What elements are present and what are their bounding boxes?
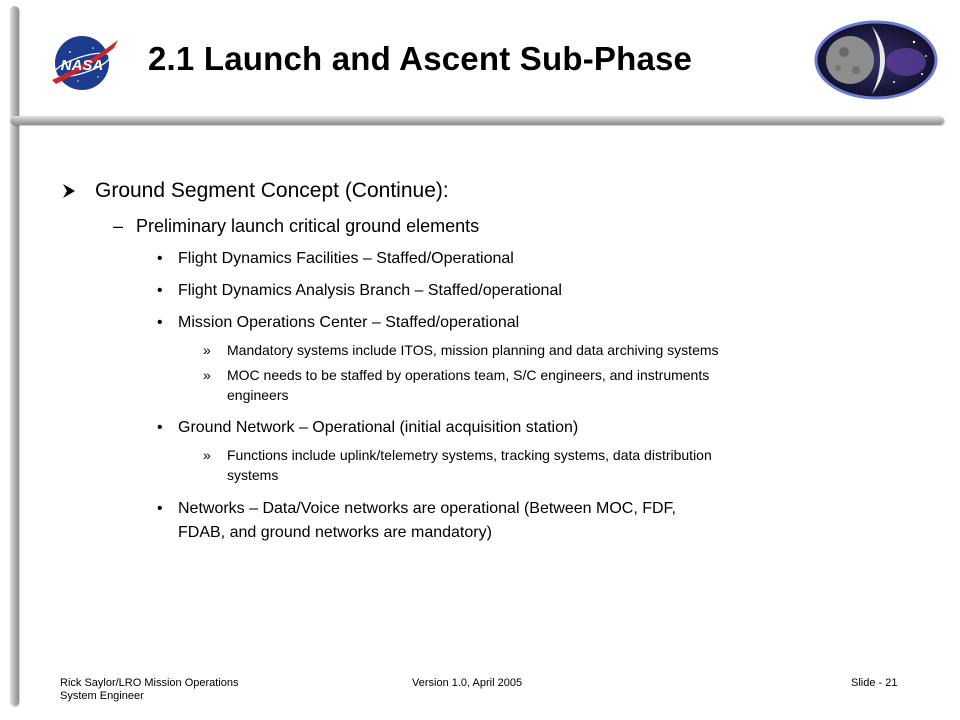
sub-bullet-item: Mandatory systems include ITOS, mission planning and data archiving systems <box>227 342 719 358</box>
bullet-level1: Ground Segment Concept (Continue): <box>95 179 449 202</box>
bullet-level2: Preliminary launch critical ground elements <box>136 216 480 236</box>
bullet-marker: • <box>157 282 163 299</box>
sub-bullet-item-line1: MOC needs to be staffed by operations team, S/C engineers, and instruments <box>227 367 710 383</box>
sub-bullet-item-line1: Functions include uplink/telemetry systems, tracking systems, data distribution <box>227 447 712 463</box>
arrow-bullet-icon <box>61 183 77 199</box>
sub-bullet-item-line2: systems <box>227 467 279 483</box>
left-vertical-rule <box>10 6 19 706</box>
bullet-marker: • <box>157 419 163 436</box>
footer-slide-number: Slide - 21 <box>851 677 898 689</box>
sub-bullet-marker: » <box>203 447 211 463</box>
footer-author-line2: System Engineer <box>60 690 144 702</box>
footer-author-line1: Rick Saylor/LRO Mission Operations <box>60 677 239 689</box>
slide-title: 2.1 Launch and Ascent Sub-Phase <box>148 40 693 77</box>
header-horizontal-rule <box>10 116 944 125</box>
sub-bullet-item-line2: engineers <box>227 387 289 403</box>
bullet-item: Flight Dynamics Analysis Branch – Staffed/operational <box>178 282 562 299</box>
bullet-item: Ground Network – Operational (initial acquisition station) <box>178 419 579 436</box>
bullet-marker: • <box>157 314 163 331</box>
nasa-logo <box>48 30 120 94</box>
svg-text:NASA: NASA <box>60 57 104 74</box>
bullet-item-line2: FDAB, and ground networks are mandatory) <box>178 524 492 541</box>
lro-mission-logo <box>814 20 938 100</box>
bullet-item: Mission Operations Center – Staffed/operational <box>178 314 520 331</box>
footer-author <box>60 677 239 703</box>
sub-bullet-marker: » <box>203 342 211 358</box>
bullet-item: Flight Dynamics Facilities – Staffed/Operational <box>178 250 514 267</box>
bullet-item-line1: Networks – Data/Voice networks are operational (Between MOC, FDF, <box>178 500 676 517</box>
sub-bullet-marker: » <box>203 367 211 383</box>
dash-marker: – <box>113 216 124 236</box>
bullet-marker: • <box>157 250 163 267</box>
bullet-marker: • <box>157 500 163 517</box>
footer-version: Version 1.0, April 2005 <box>412 677 523 689</box>
